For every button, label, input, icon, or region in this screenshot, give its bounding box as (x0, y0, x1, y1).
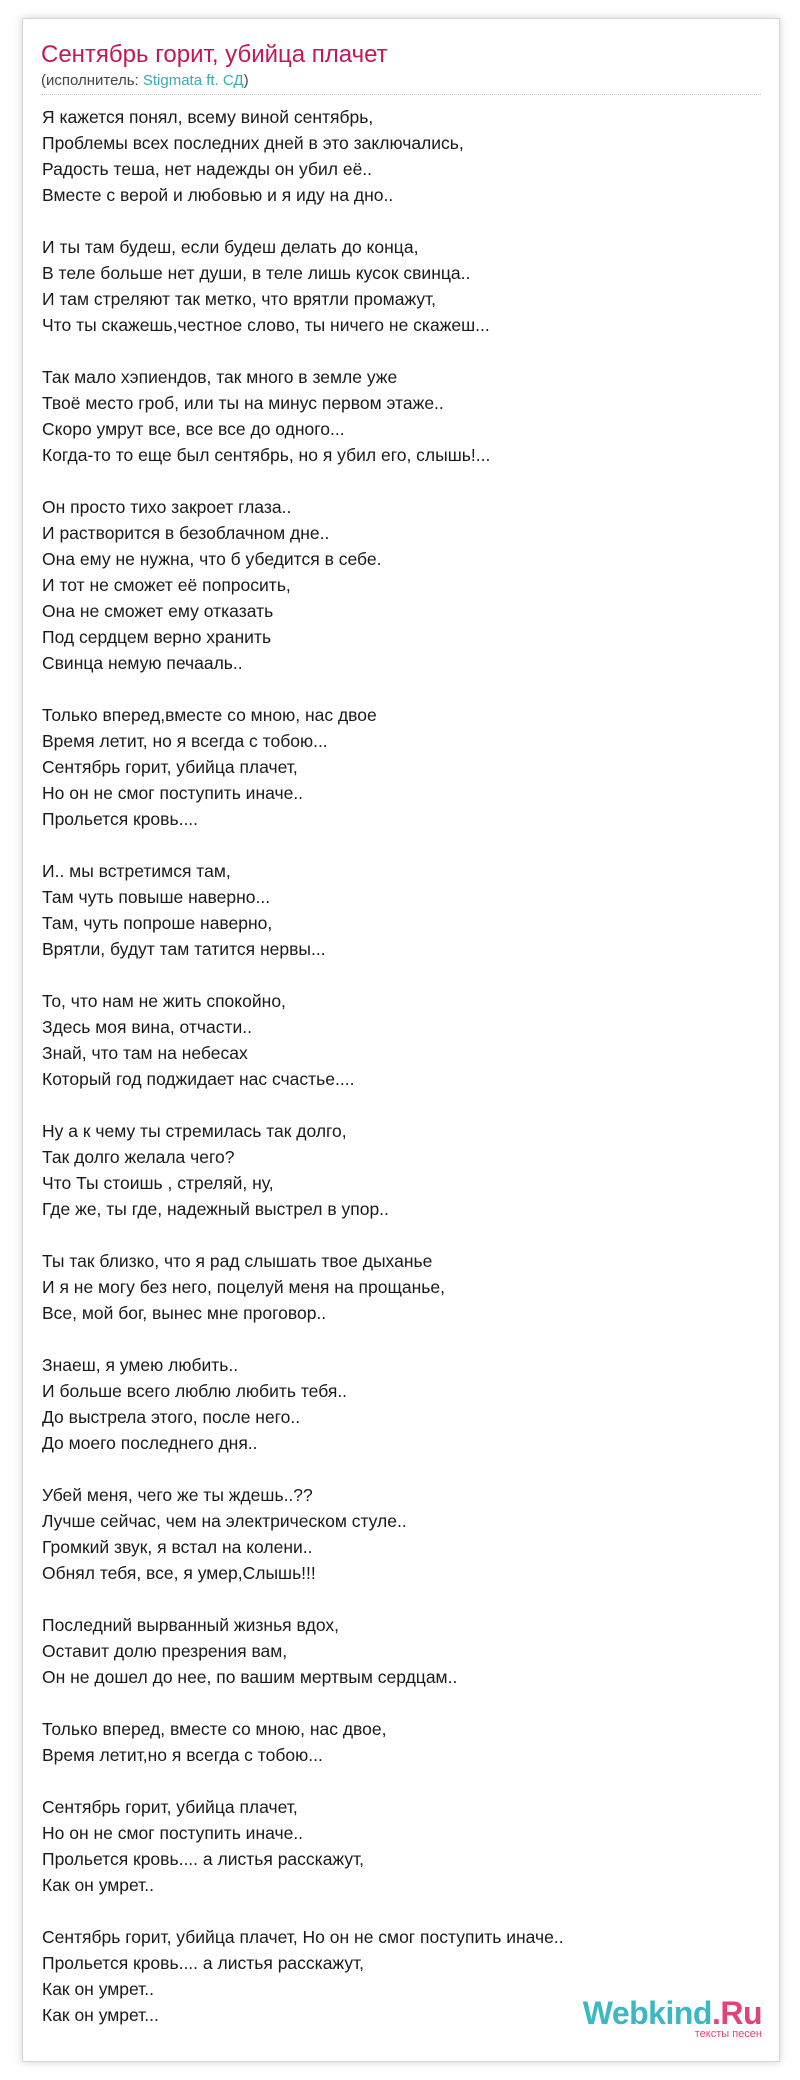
lyrics-line: Она не сможет ему отказать (42, 601, 274, 621)
lyrics-stanza (42, 1352, 762, 1456)
lyrics-line: Проблемы всех последних дней в это заключались, (42, 133, 464, 153)
lyrics-stanza (42, 1794, 762, 1898)
lyrics-line: Скоро умрут все, все все до одного... (42, 419, 345, 439)
logo-name: Webkind (582, 1995, 712, 2031)
lyrics-stanza (42, 1118, 762, 1222)
lyrics-line: Как он умрет... (42, 2005, 159, 2025)
lyrics-stanza (42, 1612, 762, 1690)
lyrics-line: И тот не сможет её попросить, (42, 575, 291, 595)
lyrics-line: Сентябрь горит, убийца плачет, Но он не смог поступить иначе.. (42, 1927, 564, 1947)
lyrics-line: Сентябрь горит, убийца плачет, (42, 1797, 298, 1817)
lyrics-stanza (42, 494, 762, 676)
lyrics-stanza (42, 988, 762, 1092)
lyrics-line: Время летит, но я всегда с тобою... (42, 731, 328, 751)
lyrics-line: Ты так близко, что я рад слышать твое дыханье (42, 1251, 433, 1271)
lyrics-line: Он просто тихо закроет глаза.. (42, 497, 292, 517)
lyrics-line: И больше всего люблю любить тебя.. (42, 1381, 348, 1401)
lyrics-line: И ты там будеш, если будеш делать до конца, (42, 237, 419, 257)
lyrics-line: Врятли, будут там татится нервы... (42, 939, 326, 959)
lyrics-stanza (42, 104, 762, 208)
lyrics-line: Все, мой бог, вынес мне проговор.. (42, 1303, 327, 1323)
lyrics-line: Где же, ты где, надежный выстрел в упор.. (42, 1199, 389, 1219)
lyrics-line: Там чуть повыше наверно... (42, 887, 271, 907)
lyrics-line: Знай, что там на небесах (42, 1043, 248, 1063)
lyrics-line: Прольется кровь.... а листья расскажут, (42, 1953, 365, 1973)
lyrics-line: Только вперед,вместе со мною, нас двое (42, 705, 377, 725)
lyrics-line: Но он не смог поступить иначе.. (42, 783, 304, 803)
lyrics-line: Там, чуть попроше наверно, (42, 913, 273, 933)
lyrics-line: Убей меня, чего же ты ждешь..?? (42, 1485, 313, 1505)
lyrics-line: И там стреляют так метко, что врятли промажут, (42, 289, 437, 309)
lyrics-line: Знаеш, я умею любить.. (42, 1355, 239, 1375)
title-divider (41, 94, 761, 95)
lyrics-line: Обнял тебя, все, я умер,Слышь!!! (42, 1563, 316, 1583)
lyrics-line: Лучше сейчас, чем на электрическом стуле.. (42, 1511, 407, 1531)
lyrics-line: И растворится в безоблачном дне.. (42, 523, 330, 543)
lyrics-line: Когда-то то еще был сентябрь, но я убил его, слышь!... (42, 445, 491, 465)
site-logo[interactable] (583, 1996, 762, 2040)
lyrics-line: Что Ты стоишь , стреляй, ну, (42, 1173, 274, 1193)
lyrics-line: Твоё место гроб, или ты на минус первом этаже.. (42, 393, 444, 413)
lyrics-line: Как он умрет.. (42, 1979, 154, 1999)
lyrics-stanza (42, 702, 762, 832)
lyrics-stanza (42, 234, 762, 338)
lyrics-line: Что ты скажешь,честное слово, ты ничего не скажеш... (42, 315, 490, 335)
lyrics-line: И я не могу без него, поцелуй меня на прощанье, (42, 1277, 445, 1297)
artist-link[interactable]: Stigmata ft. СД (142, 72, 244, 89)
artist-line (41, 71, 249, 91)
lyrics-stanza (42, 1248, 762, 1326)
lyrics-line: Ну а к чему ты стремилась так долго, (42, 1121, 347, 1141)
lyrics-line: Оставит долю презрения вам, (42, 1641, 288, 1661)
lyrics-line: До выстрела этого, после него.. (42, 1407, 301, 1427)
lyrics-line: Под сердцем верно хранить (42, 627, 272, 647)
lyrics-stanza (42, 364, 762, 468)
lyrics-stanza (42, 858, 762, 962)
lyrics-line: Прольется кровь.... а листья расскажут, (42, 1849, 365, 1869)
lyrics-line: Она ему не нужна, что б убедится в себе. (42, 549, 382, 569)
logo-tld: .Ru (711, 1995, 762, 2031)
lyrics-stanza (42, 1716, 762, 1768)
lyrics-line: Вместе с верой и любовью и я иду на дно.. (42, 185, 394, 205)
lyrics-line: В теле больше нет души, в теле лишь кусок свинца.. (42, 263, 471, 283)
lyrics-line: Здесь моя вина, отчасти.. (42, 1017, 253, 1037)
lyrics-body (42, 104, 762, 2054)
lyrics-line: То, что нам не жить спокойно, (42, 991, 286, 1011)
lyrics-line: Последний вырванный жизнья вдох, (42, 1615, 339, 1635)
lyrics-line: Радость теша, нет надежды он убил её.. (42, 159, 373, 179)
lyrics-line: Так долго желала чего? (42, 1147, 235, 1167)
lyrics-line: Прольется кровь.... (42, 809, 199, 829)
song-title: Сентябрь горит, убийца плачет (41, 41, 388, 68)
lyrics-line: Я кажется понял, всему виной сентябрь, (42, 107, 374, 127)
lyrics-line: Но он не смог поступить иначе.. (42, 1823, 304, 1843)
lyrics-line: И.. мы встретимся там, (42, 861, 231, 881)
lyrics-line: Громкий звук, я встал на колени.. (42, 1537, 313, 1557)
lyrics-line: Который год поджидает нас счастье.... (42, 1069, 355, 1089)
logo-wordmark (583, 1996, 762, 2030)
lyrics-line: До моего последнего дня.. (42, 1433, 258, 1453)
lyrics-line: Время летит,но я всегда с тобою... (42, 1745, 323, 1765)
lyrics-line: Так мало хэпиендов, так много в земле уже (42, 367, 398, 387)
lyrics-line: Как он умрет.. (42, 1875, 154, 1895)
lyrics-stanza (42, 1482, 762, 1586)
lyrics-line: Сентябрь горит, убийца плачет, (42, 757, 298, 777)
artist-prefix: (исполнитель: (41, 72, 143, 89)
artist-suffix: ) (243, 72, 249, 89)
lyrics-line: Только вперед, вместе со мною, нас двое, (42, 1719, 387, 1739)
lyrics-line: Он не дошел до нее, по вашим мертвым сердцам.. (42, 1667, 458, 1687)
logo-tagline: тексты песен (694, 2028, 762, 2040)
lyrics-line: Свинца немую печааль.. (42, 653, 243, 673)
